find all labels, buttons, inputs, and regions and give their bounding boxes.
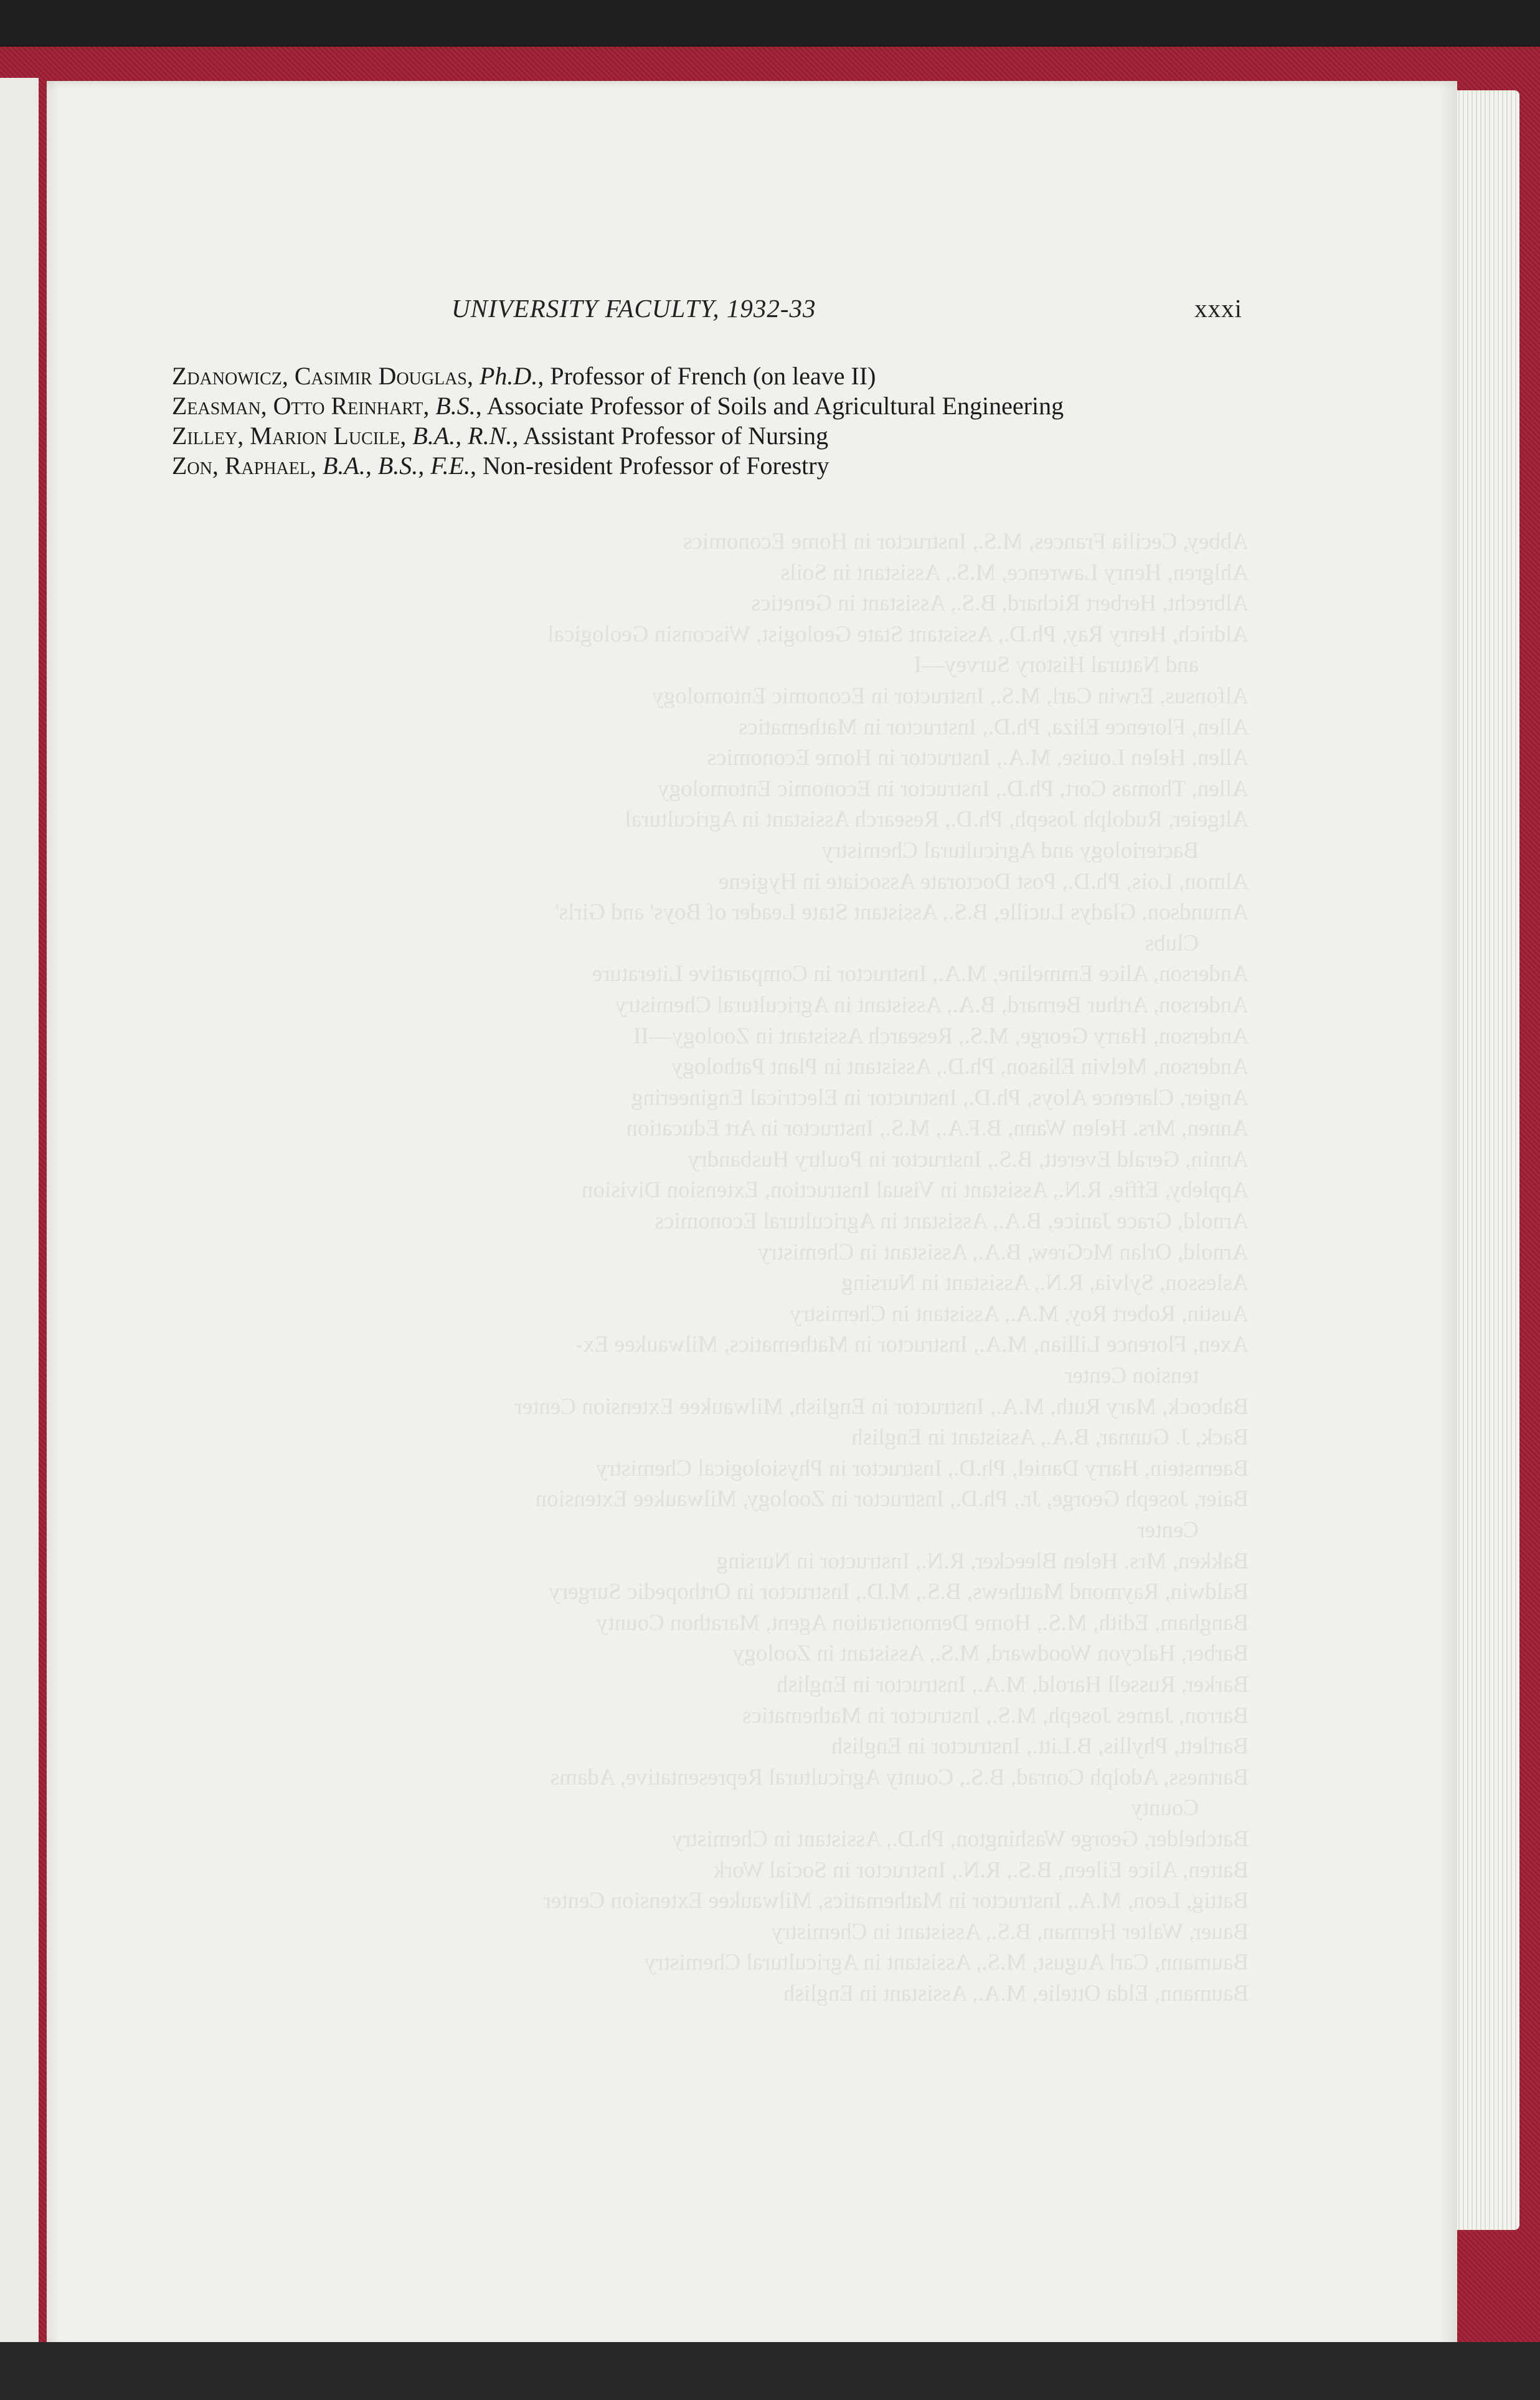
- bleed-through-line: Allen, Helen Louise, M.A., Instructor in Home Economics: [707, 745, 1249, 771]
- entry-given-names: Marion Lucile: [250, 422, 400, 450]
- bleed-through-line: Anderson, Melvin Eliason, Ph.D., Assistant in Plant Pathology: [671, 1054, 1249, 1080]
- entry-position: Professor of French (on leave II): [550, 362, 876, 390]
- bleed-through-line: and Natural History Survey—I: [914, 652, 1199, 678]
- bleed-through-line: Bangham, Edith, M.S., Home Demonstration Agent, Marathon County: [596, 1610, 1249, 1636]
- page-block-edge: [1451, 90, 1519, 2230]
- bleed-through-line: Back, J. Gunnar, B.A., Assistant in English: [851, 1425, 1249, 1451]
- bleed-through-line: Anderson, Harry George, M.S., Research Assistant in Zoology—II: [633, 1023, 1249, 1049]
- bleed-through-line: Abbey, Cecilia Frances, M.S., Instructor in Home Economics: [683, 529, 1249, 554]
- bleed-through-line: Baumann, Elda Ottelie, M.A., Assistant in English: [783, 1980, 1249, 2006]
- bleed-through-line: Baernstein, Harry Daniel, Ph.D., Instructor in Physiological Chemistry: [595, 1455, 1249, 1481]
- entry-degrees: Ph.D.: [479, 362, 538, 390]
- bleed-through-line: Anderson, Alice Emmeline, M.A., Instructor in Comparative Literature: [592, 961, 1249, 987]
- bleed-through-line: Baumann, Carl August, M.S., Assistant in Agricultural Chemistry: [644, 1950, 1249, 1976]
- previous-page-edge: [0, 78, 39, 2345]
- bleed-through-line: Barber, Halcyon Woodward, M.S., Assistant in Zoology: [732, 1641, 1249, 1667]
- bleed-through-line: Bartlett, Phyllis, B.Litt., Instructor in English: [831, 1734, 1249, 1760]
- entry-surname: Zon: [172, 452, 212, 480]
- entry-degrees: B.A., B.S., F.E.: [323, 452, 471, 480]
- bleed-through-line: Allen, Florence Eliza, Ph.D., Instructor in Mathematics: [739, 714, 1249, 740]
- bleed-through-line: Center: [1137, 1517, 1199, 1543]
- bleed-through-line: Baier, Joseph George, Jr., Ph.D., Instructor in Zoology, Milwaukee Extension: [535, 1486, 1249, 1512]
- running-title: UNIVERSITY FACULTY, 1932-33: [451, 294, 816, 323]
- bleed-through-line: Angier, Clarence Aloys, Ph.D., Instructor in Electrical Engineering: [631, 1084, 1249, 1111]
- entry-given-names: Casimir Douglas: [294, 362, 467, 390]
- bleed-through-line: Clubs: [1145, 930, 1199, 956]
- bleed-through-line: Annen, Mrs. Helen Wann, B.F.A., M.S., Instructor in Art Education: [626, 1116, 1249, 1142]
- bleed-through-line: County: [1131, 1795, 1199, 1821]
- faculty-entry: Zdanowicz, Casimir Douglas, Ph.D., Professor of French (on leave II): [172, 362, 876, 390]
- bleed-through-line: Batten, Alice Eileen, B.S., R.N., Instructor in Social Work: [713, 1857, 1249, 1883]
- bleed-through-line: Ahlgren, Henry Lawrence, M.S., Assistant in Soils: [780, 559, 1249, 586]
- bleed-through-line: Batchelder, George Washington, Ph.D., Assistant in Chemistry: [671, 1826, 1249, 1852]
- bleed-through-line: Axen, Florence Lillian, M.A., Instructor in Mathematics, Milwaukee Ex-: [575, 1332, 1249, 1358]
- bleed-through-line: Bakken, Mrs. Helen Bleecker, R.N., Instructor in Nursing: [716, 1548, 1249, 1574]
- bleed-through-line: Bacteriology and Agricultural Chemistry: [821, 837, 1199, 863]
- bleed-through-line: Battig, Leon, M.A., Instructor in Mathematics, Milwaukee Extension Center: [543, 1888, 1249, 1914]
- bleed-through-line: tension Center: [1065, 1363, 1199, 1389]
- entry-degrees: B.A., R.N.: [412, 422, 513, 450]
- entry-surname: Zeasman: [172, 392, 261, 420]
- bleed-through-line: Anderson, Arthur Bernard, B.A., Assistant in Agricultural Chemistry: [615, 992, 1249, 1018]
- entry-given-names: Otto Reinhart: [273, 392, 423, 420]
- bleed-through-line: Amundson, Gladys Lucille, B.S., Assistant State Leader of Boys' and Girls': [555, 899, 1249, 926]
- entry-surname: Zilley: [172, 422, 238, 450]
- scan-background-top: [0, 0, 1540, 50]
- entry-position: Assistant Professor of Nursing: [523, 422, 829, 450]
- bleed-through-line: Arnold, Orlan McGrew, B.A., Assistant in Chemistry: [758, 1239, 1249, 1265]
- entry-surname: Zdanowicz: [172, 362, 282, 390]
- bleed-through-line: Barron, James Joseph, M.S., Instructor in Mathematics: [742, 1702, 1249, 1729]
- bleed-through-line: Altgeier, Rudolph Joseph, Ph.D., Research Assistant in Agricultural: [625, 807, 1249, 833]
- running-header: [451, 293, 1242, 331]
- bleed-through-text: [165, 526, 1249, 2009]
- bleed-through-line: Aslesson, Sylvia, R.N., Assistant in Nursing: [841, 1270, 1249, 1296]
- bleed-through-line: Arnold, Grace Janice, B.A., Assistant in Agricultural Economics: [654, 1208, 1249, 1235]
- entry-position: Associate Professor of Soils and Agricultural Engineering: [486, 392, 1064, 420]
- bleed-through-line: Alfonsus, Erwin Carl, M.S., Instructor in Economic Entomology: [652, 683, 1249, 709]
- bleed-through-line: Annin, Gerald Everett, B.S., Instructor in Poultry Husbandry: [687, 1146, 1249, 1172]
- bleed-through-line: Aldrich, Henry Ray, Ph.D., Assistant State Geologist, Wisconsin Geological: [547, 621, 1249, 647]
- faculty-entry: Zon, Raphael, B.A., B.S., F.E., Non-resident Professor of Forestry: [172, 452, 829, 480]
- bleed-through-line: Austin, Robert Roy, M.A., Assistant in Chemistry: [790, 1301, 1249, 1327]
- bleed-through-line: Baldwin, Raymond Matthews, B.S., M.D., Instructor in Orthopedic Surgery: [549, 1579, 1249, 1605]
- bleed-through-line: Babcock, Mary Ruth, M.A., Instructor in English, Milwaukee Extension Center: [514, 1393, 1249, 1420]
- entry-given-names: Raphael: [224, 452, 310, 480]
- entry-position: Non-resident Professor of Forestry: [483, 452, 829, 480]
- entry-degrees: B.S.: [435, 392, 476, 420]
- faculty-entry: Zilley, Marion Lucile, B.A., R.N., Assistant Professor of Nursing: [172, 422, 829, 450]
- bleed-through-line: Appleby, Effie, R.N., Assistant in Visual Instruction, Extension Division: [581, 1177, 1249, 1203]
- bleed-through-line: Bauer, Walter Herman, B.S., Assistant in Chemistry: [771, 1919, 1249, 1945]
- bleed-through-line: Almon, Lois, Ph.D., Post Doctorate Associate in Hygiene: [719, 868, 1249, 894]
- bleed-through-line: Albrecht, Herbert Richard, B.S., Assistant in Genetics: [751, 591, 1249, 617]
- page-number: xxxi: [1194, 294, 1242, 323]
- bleed-through-line: Allen, Thomas Cort, Ph.D., Instructor in Economic Entomology: [658, 775, 1249, 802]
- bleed-through-line: Barker, Russell Harold, M.A., Instructor in English: [777, 1671, 1249, 1697]
- faculty-list: [172, 361, 1246, 481]
- bleed-through-line: Bartness, Adolph Conrad, B.S., County Agricultural Representative, Adams: [550, 1764, 1249, 1790]
- faculty-entry: Zeasman, Otto Reinhart, B.S., Associate Professor of Soils and Agricultural Engineering: [172, 392, 1064, 420]
- scan-background-bottom: [0, 2342, 1540, 2400]
